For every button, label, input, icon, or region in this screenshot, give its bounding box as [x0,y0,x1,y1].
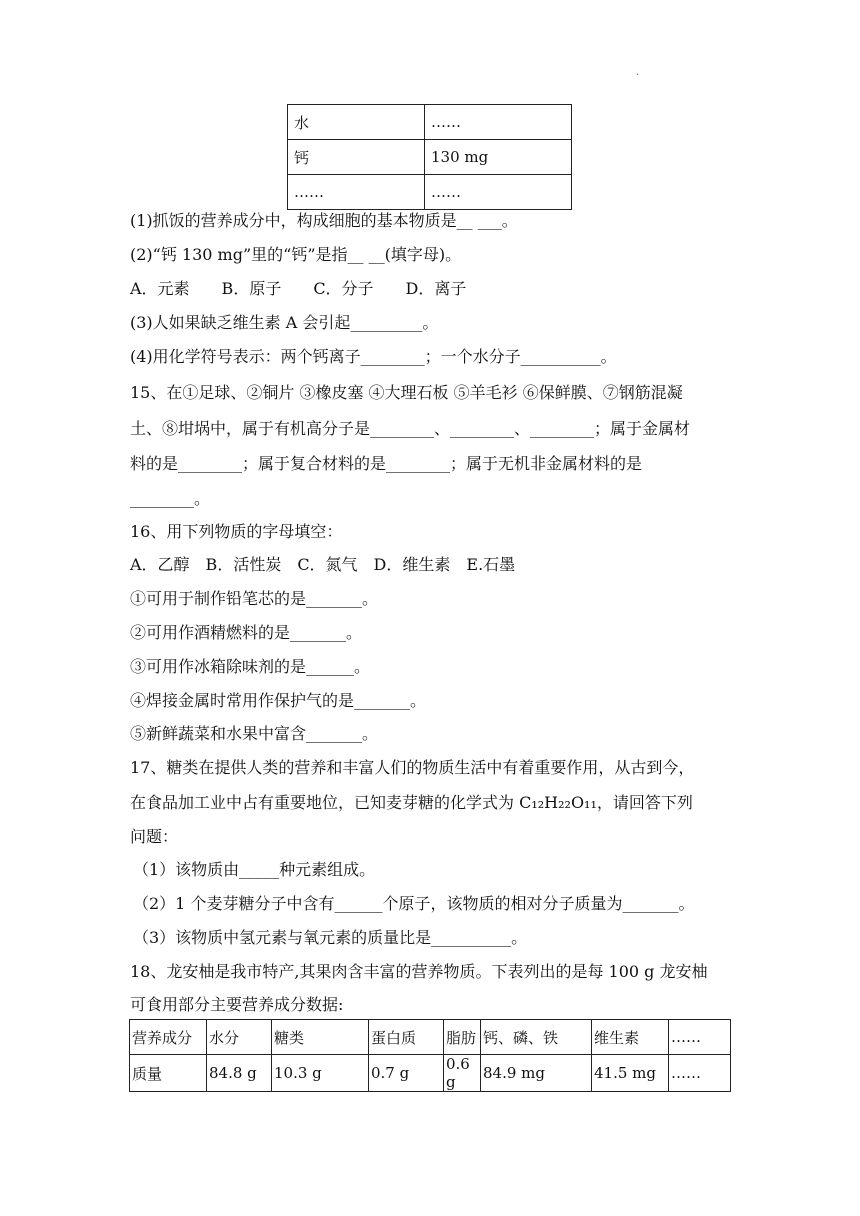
table-header-cell: 水分 [207,1020,272,1055]
table-header-cell: 营养成分 [130,1020,207,1055]
table-header-cell: 维生素 [592,1020,669,1055]
q16-item5: ⑤新鲜蔬菜和水果中富含_______。 [130,724,379,743]
table-cell: 质量 [130,1055,207,1092]
table-cell: 130 mg [425,140,572,175]
table-cell: 钙 [288,140,425,175]
page-mark: · [636,70,640,81]
q15-line3: 料的是________；属于复合材料的是________；属于无机非金属材料的是 [130,454,643,473]
q16-title: 16、用下列物质的字母填空： [130,522,343,541]
q17-line2: 在食品加工业中占有重要地位，已知麦芽糖的化学式为 C₁₂H₂₂O₁₁，请回答下列 [130,793,693,812]
table-cell: …… [288,175,425,210]
q16-options: A．乙醇 B．活性炭 C．氮气 D．维生素 E.石墨 [130,555,516,574]
table-cell: 10.3 g [272,1055,369,1092]
table-cell: 水 [288,105,425,140]
table-row [288,175,572,210]
table-row [130,1055,731,1092]
q16-item2: ②可用作酒精燃料的是_______。 [130,623,363,642]
table-header-cell: 钙、磷、铁 [481,1020,592,1055]
q17-line1: 17、糖类在提供人类的营养和丰富人们的物质生活中有着重要作用，从古到今， [130,758,695,777]
q16-item4: ④焊接金属时常用作保护气的是_______。 [130,691,427,710]
q14-options: A．元素 B．原子 C．分子 D．离子 [130,279,467,298]
table-cell: 0.7 g [369,1055,444,1092]
table-cell: …… [425,105,572,140]
q16-item3: ③可用作冰箱除味剂的是______。 [130,657,371,676]
q15-line4: ________。 [130,489,211,508]
q18-line1: 18、龙安柚是我市特产,其果肉含丰富的营养物质。下表列出的是每 100 g 龙安柚 [130,962,708,981]
table-cell: 0.6 g [444,1055,481,1092]
q17-line3: 问题： [130,827,179,846]
table-header-row [130,1020,731,1055]
q17-sub3: （3）该物质中氢元素与氧元素的质量比是__________。 [133,928,528,947]
table-header-cell: …… [669,1020,731,1055]
q18-line2: 可食用部分主要营养成分数据: [130,995,344,1014]
q14-part1: (1)抓饭的营养成分中，构成细胞的基本物质是__ ___。 [130,211,518,230]
q16-item1: ①可用于制作铅笔芯的是_______。 [130,589,379,608]
q14-part2: (2)“钙 130 mg”里的“钙”是指__ __(填字母)。 [130,245,462,264]
q14-part3: (3)人如果缺乏维生素 A 会引起_________。 [130,313,439,332]
table-cell: …… [669,1055,731,1092]
q15-line2: 土、⑧坩埚中，属于有机高分子是________、________、________；属于金属材 [130,419,691,438]
q15-line1: 15、在①足球、②铜片 ③橡皮塞 ④大理石板 ⑤羊毛衫 ⑥保鲜膜、⑦钢筋混凝 [130,383,683,402]
nutrition-table-top [287,104,572,210]
nutrition-table-bottom [129,1019,731,1092]
table-header-cell: 糖类 [272,1020,369,1055]
table-cell: 84.9 mg [481,1055,592,1092]
table-header-cell: 蛋白质 [369,1020,444,1055]
q17-sub2: （2）1 个麦芽糖分子中含有______个原子，该物质的相对分子质量为_______。 [133,894,695,913]
table-row [288,140,572,175]
q17-sub1: （1）该物质由_____种元素组成。 [133,860,376,879]
table-cell: 41.5 mg [592,1055,669,1092]
table-cell: 84.8 g [207,1055,272,1092]
table-row [288,105,572,140]
q14-part4: (4)用化学符号表示：两个钙离子________；一个水分子__________。 [130,347,617,366]
table-header-cell: 脂肪 [444,1020,481,1055]
table-cell: …… [425,175,572,210]
